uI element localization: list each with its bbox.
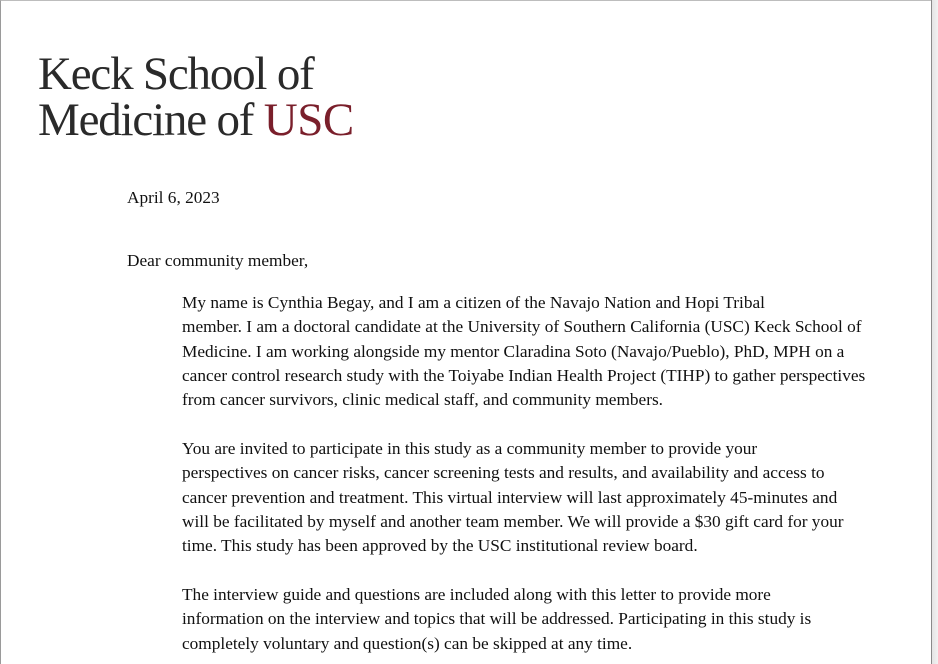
logo-usc: USC (263, 94, 354, 146)
paragraph-line: will be facilitated by myself and another team member. We will provide a $30 gift card for your (182, 512, 844, 532)
paragraph-line: The interview guide and questions are included along with this letter to provide more (182, 584, 771, 604)
logo-line-2-prefix: Medicine of (38, 94, 264, 146)
page-edge-scroll-gutter (931, 0, 938, 664)
paragraph-line: Medicine. I am working alongside my mentor Claradina Soto (Navajo/Pueblo), PhD, MPH on a (182, 341, 845, 361)
letter-body (127, 186, 867, 664)
letter-date: April 6, 2023 (127, 188, 220, 207)
paragraph-line: cancer prevention and treatment. This virtual interview will last approximately 45-minutes and (182, 487, 838, 507)
paragraph-line: My name is Cynthia Begay, and I am a citizen of the Navajo Nation and Hopi Tribal (182, 292, 765, 312)
logo-line-2 (38, 94, 354, 146)
paragraph-line: cancer control research study with the Toiyabe Indian Health Project (TIHP) to gather perspectives (182, 366, 866, 386)
paragraph-1 (127, 291, 867, 413)
keck-school-logo (38, 48, 354, 146)
logo-line-1: Keck School of (38, 48, 314, 100)
paragraph-2 (127, 437, 867, 559)
letter-salutation: Dear community member, (127, 251, 309, 271)
paragraph-line: time. This study has been approved by the USC institutional review board. (182, 536, 698, 556)
paragraph-line: member. I am a doctoral candidate at the University of Southern California (USC) Keck School of (182, 317, 862, 337)
paragraph-3 (127, 583, 867, 656)
paragraph-line: perspectives on cancer risks, cancer screening tests and results, and availability and access to (182, 463, 825, 483)
paragraph-line: You are invited to participate in this study as a community member to provide your (182, 438, 758, 458)
paragraph-line: from cancer survivors, clinic medical staff, and community members. (182, 390, 664, 410)
paragraph-line: completely voluntary and question(s) can be skipped at any time. (182, 633, 633, 653)
paragraph-line: information on the interview and topics that will be addressed. Participating in this study is (182, 609, 812, 629)
